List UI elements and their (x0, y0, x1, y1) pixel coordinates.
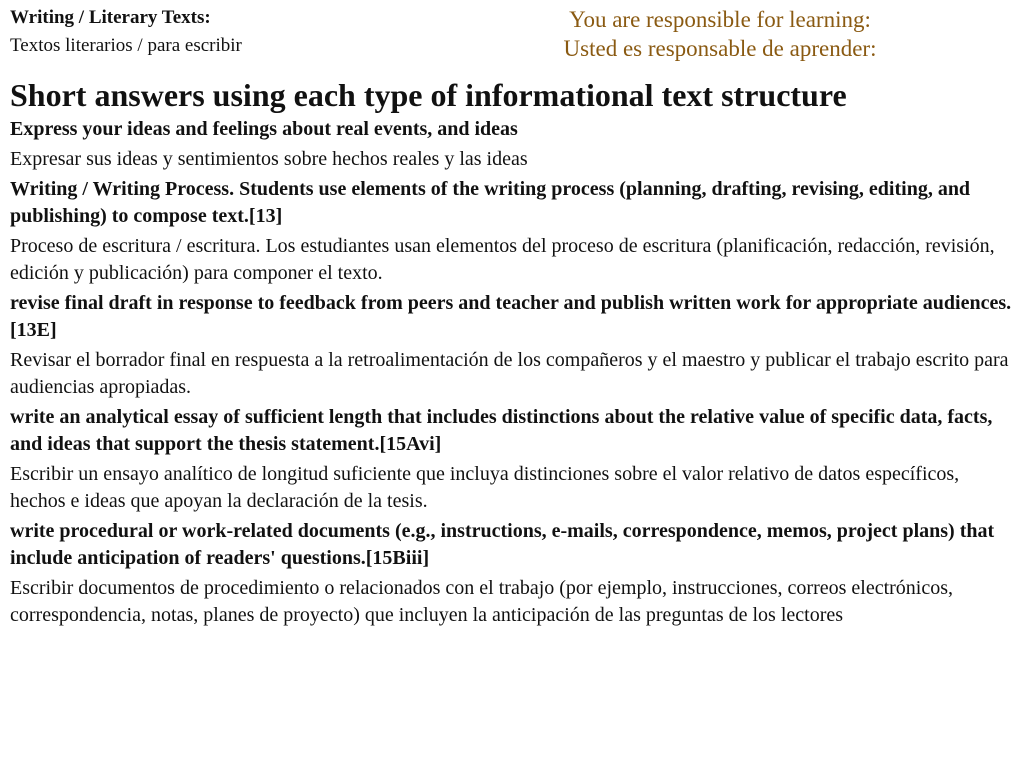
standard-spanish: Revisar el borrador final en respuesta a la retroalimentación de los compañeros y el maestro y publicar el trabajo escrito para audiencias apropiadas. (10, 349, 1009, 398)
standard-spanish: Escribir documentos de procedimiento o relacionados con el trabajo (por ejemplo, instrucciones, correos electrónicos, correspondencia, notas, planes de proyecto) que incluyen la anticipación de las preguntas de los lectores (10, 577, 954, 626)
standard-english: write an analytical essay of sufficient length that includes distinctions about the relative value of specific data, facts, and ideas that support the thesis statement.[15Avi] (10, 406, 993, 455)
header-right (500, 5, 940, 63)
standard-english: revise final draft in response to feedback from peers and teacher and publish written work for appropriate audiences.[13E] (10, 292, 1012, 341)
header-left (10, 6, 490, 58)
objective-english: Express your ideas and feelings about real events, and ideas (10, 118, 518, 140)
standard-spanish: Proceso de escritura / escritura. Los estudiantes usan elementos del proceso de escritura (planificación, redacción, revisión, edición y publicación) para componer el texto. (10, 235, 995, 284)
objective-spanish: Expresar sus ideas y sentimientos sobre hechos reales y las ideas (10, 148, 528, 170)
responsibility-heading-spanish: Usted es responsable de aprender: (563, 36, 877, 61)
standard-spanish: Escribir un ensayo analítico de longitud suficiente que incluya distinciones sobre el valor relativo de datos específicos, hechos e ideas que apoyan la declaración de la tesis. (10, 463, 960, 512)
page-title: Short answers using each type of informational text structure (10, 77, 847, 113)
responsibility-heading: You are responsible for learning: (569, 7, 871, 32)
section-label: Writing / Literary Texts: (10, 7, 211, 28)
standard-english: write procedural or work-related documents (e.g., instructions, e-mails, correspondence, memos, project plans) that include anticipation of readers' questions.[15Biii] (10, 520, 995, 569)
standard-english: Writing / Writing Process. Students use elements of the writing process (planning, drafting, revising, editing, and publishing) to compose text.[13] (10, 178, 971, 227)
section-label-spanish: Textos literarios / para escribir (10, 35, 242, 56)
content-body (10, 76, 1014, 632)
